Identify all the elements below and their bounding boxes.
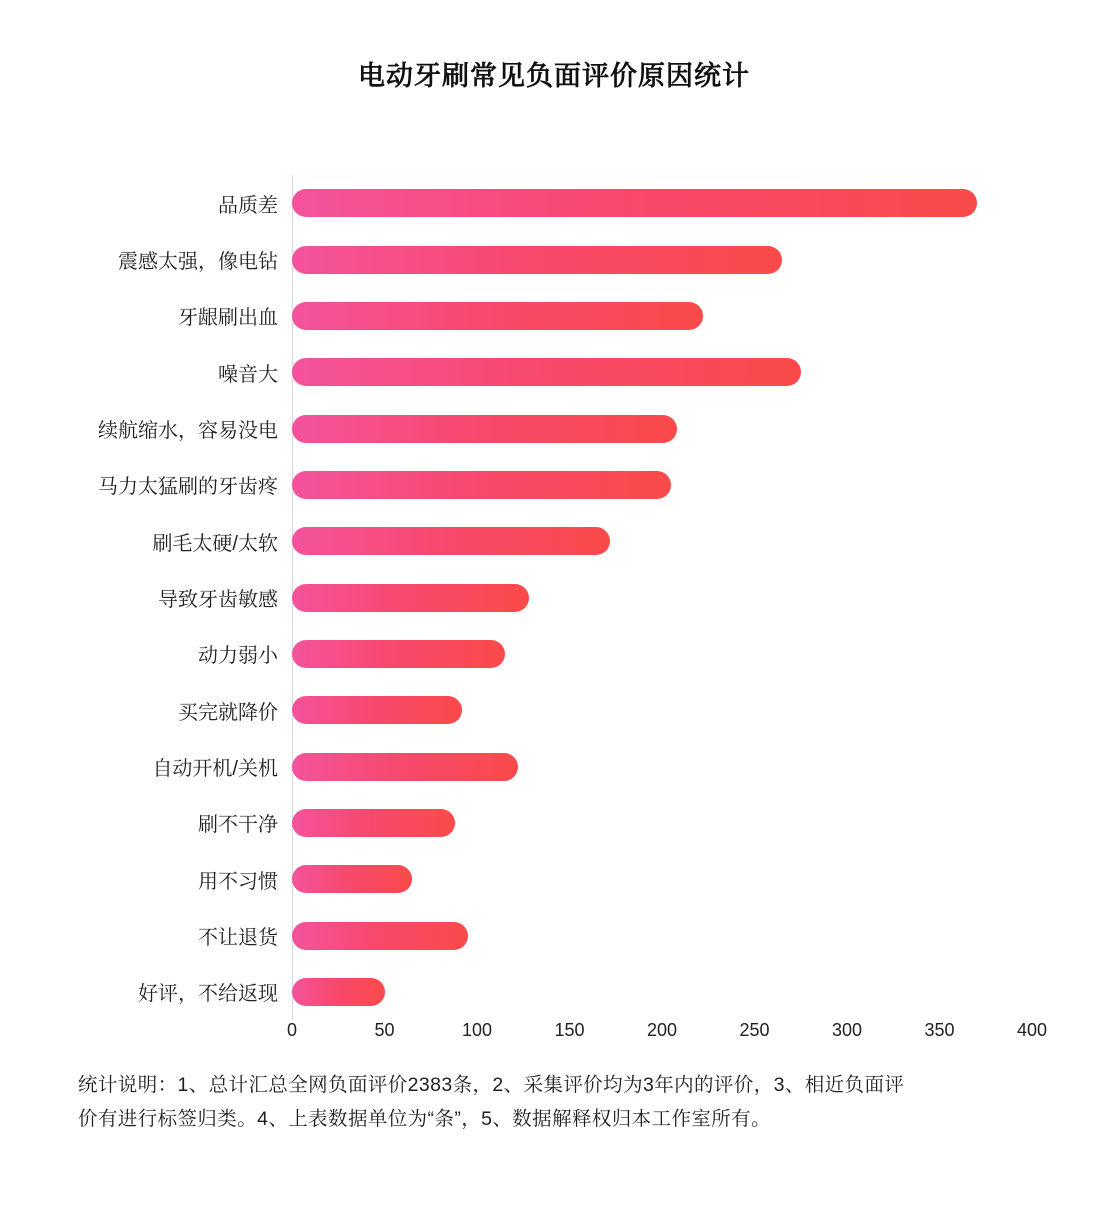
bar-row [178, 682, 462, 738]
bar[interactable] [292, 527, 610, 555]
bar[interactable] [292, 584, 529, 612]
category-label: 买完就降价 [178, 701, 278, 724]
bar[interactable] [292, 865, 412, 893]
footnote [78, 1068, 1038, 1136]
bar[interactable] [292, 471, 671, 499]
x-tick-label: 100 [461, 1020, 493, 1040]
category-label: 刷毛太硬/太软 [152, 532, 278, 555]
category-label: 续航缩水，容易没电 [98, 420, 278, 442]
bar[interactable] [292, 922, 468, 950]
category-label: 用不习惯 [198, 870, 278, 893]
x-tick-label: 300 [831, 1020, 863, 1040]
bar-row [178, 288, 703, 344]
x-tick-label: 200 [646, 1020, 678, 1040]
bar[interactable] [292, 302, 703, 330]
category-label: 马力太猛刷的牙齿疼 [98, 476, 278, 499]
footnote-line-2: 价有进行标签归类。4、上表数据单位为“条”，5、数据解释权归本工作室所有。 [78, 1108, 771, 1130]
bar-row [138, 964, 385, 1020]
x-tick-label: 400 [1016, 1020, 1048, 1040]
bar[interactable] [292, 696, 462, 724]
bar[interactable] [292, 753, 518, 781]
bar-row [198, 851, 412, 907]
page-title: 电动牙刷常见负面评价原因统计 [358, 61, 750, 91]
bar-row [218, 344, 801, 400]
bar-row [152, 739, 518, 795]
category-label: 噪音大 [218, 363, 278, 386]
x-tick-label: 250 [739, 1020, 770, 1040]
footnote-line-1: 统计说明：1、总计汇总全网负面评价2383条，2、采集评价均为3年内的评价，3、相近负面评 [78, 1074, 905, 1096]
category-label: 刷不干净 [198, 814, 278, 837]
bar[interactable] [292, 809, 455, 837]
plot-area [98, 175, 1032, 1020]
bar[interactable] [292, 358, 801, 386]
x-axis [286, 1020, 1048, 1060]
category-label: 好评，不给返现 [138, 983, 278, 1006]
x-tick-label: 50 [374, 1020, 395, 1040]
bar-row [152, 513, 610, 569]
bar[interactable] [292, 640, 505, 668]
x-tick-label: 0 [286, 1020, 298, 1040]
bar[interactable] [292, 978, 385, 1006]
x-tick-label: 350 [924, 1020, 955, 1040]
bar-row [198, 795, 455, 851]
category-label: 震感太强，像电钻 [118, 251, 278, 273]
category-label: 自动开机/关机 [152, 758, 278, 780]
category-label: 导致牙齿敏感 [158, 589, 278, 611]
bar[interactable] [292, 415, 677, 443]
bar-rows [98, 175, 1032, 1020]
bar[interactable] [292, 189, 977, 217]
bar[interactable] [292, 246, 782, 274]
bar-row [118, 232, 782, 288]
x-tick-label: 150 [554, 1020, 585, 1040]
bar-row [98, 401, 677, 457]
bar-row [198, 626, 505, 682]
bar-row [218, 175, 977, 231]
category-label: 不让退货 [198, 927, 278, 949]
bar-row [198, 908, 468, 964]
category-label: 牙龈刷出血 [178, 307, 278, 330]
bar-row [98, 457, 671, 513]
bar-row [158, 570, 529, 626]
category-label: 动力弱小 [198, 645, 278, 668]
category-label: 品质差 [218, 194, 278, 217]
